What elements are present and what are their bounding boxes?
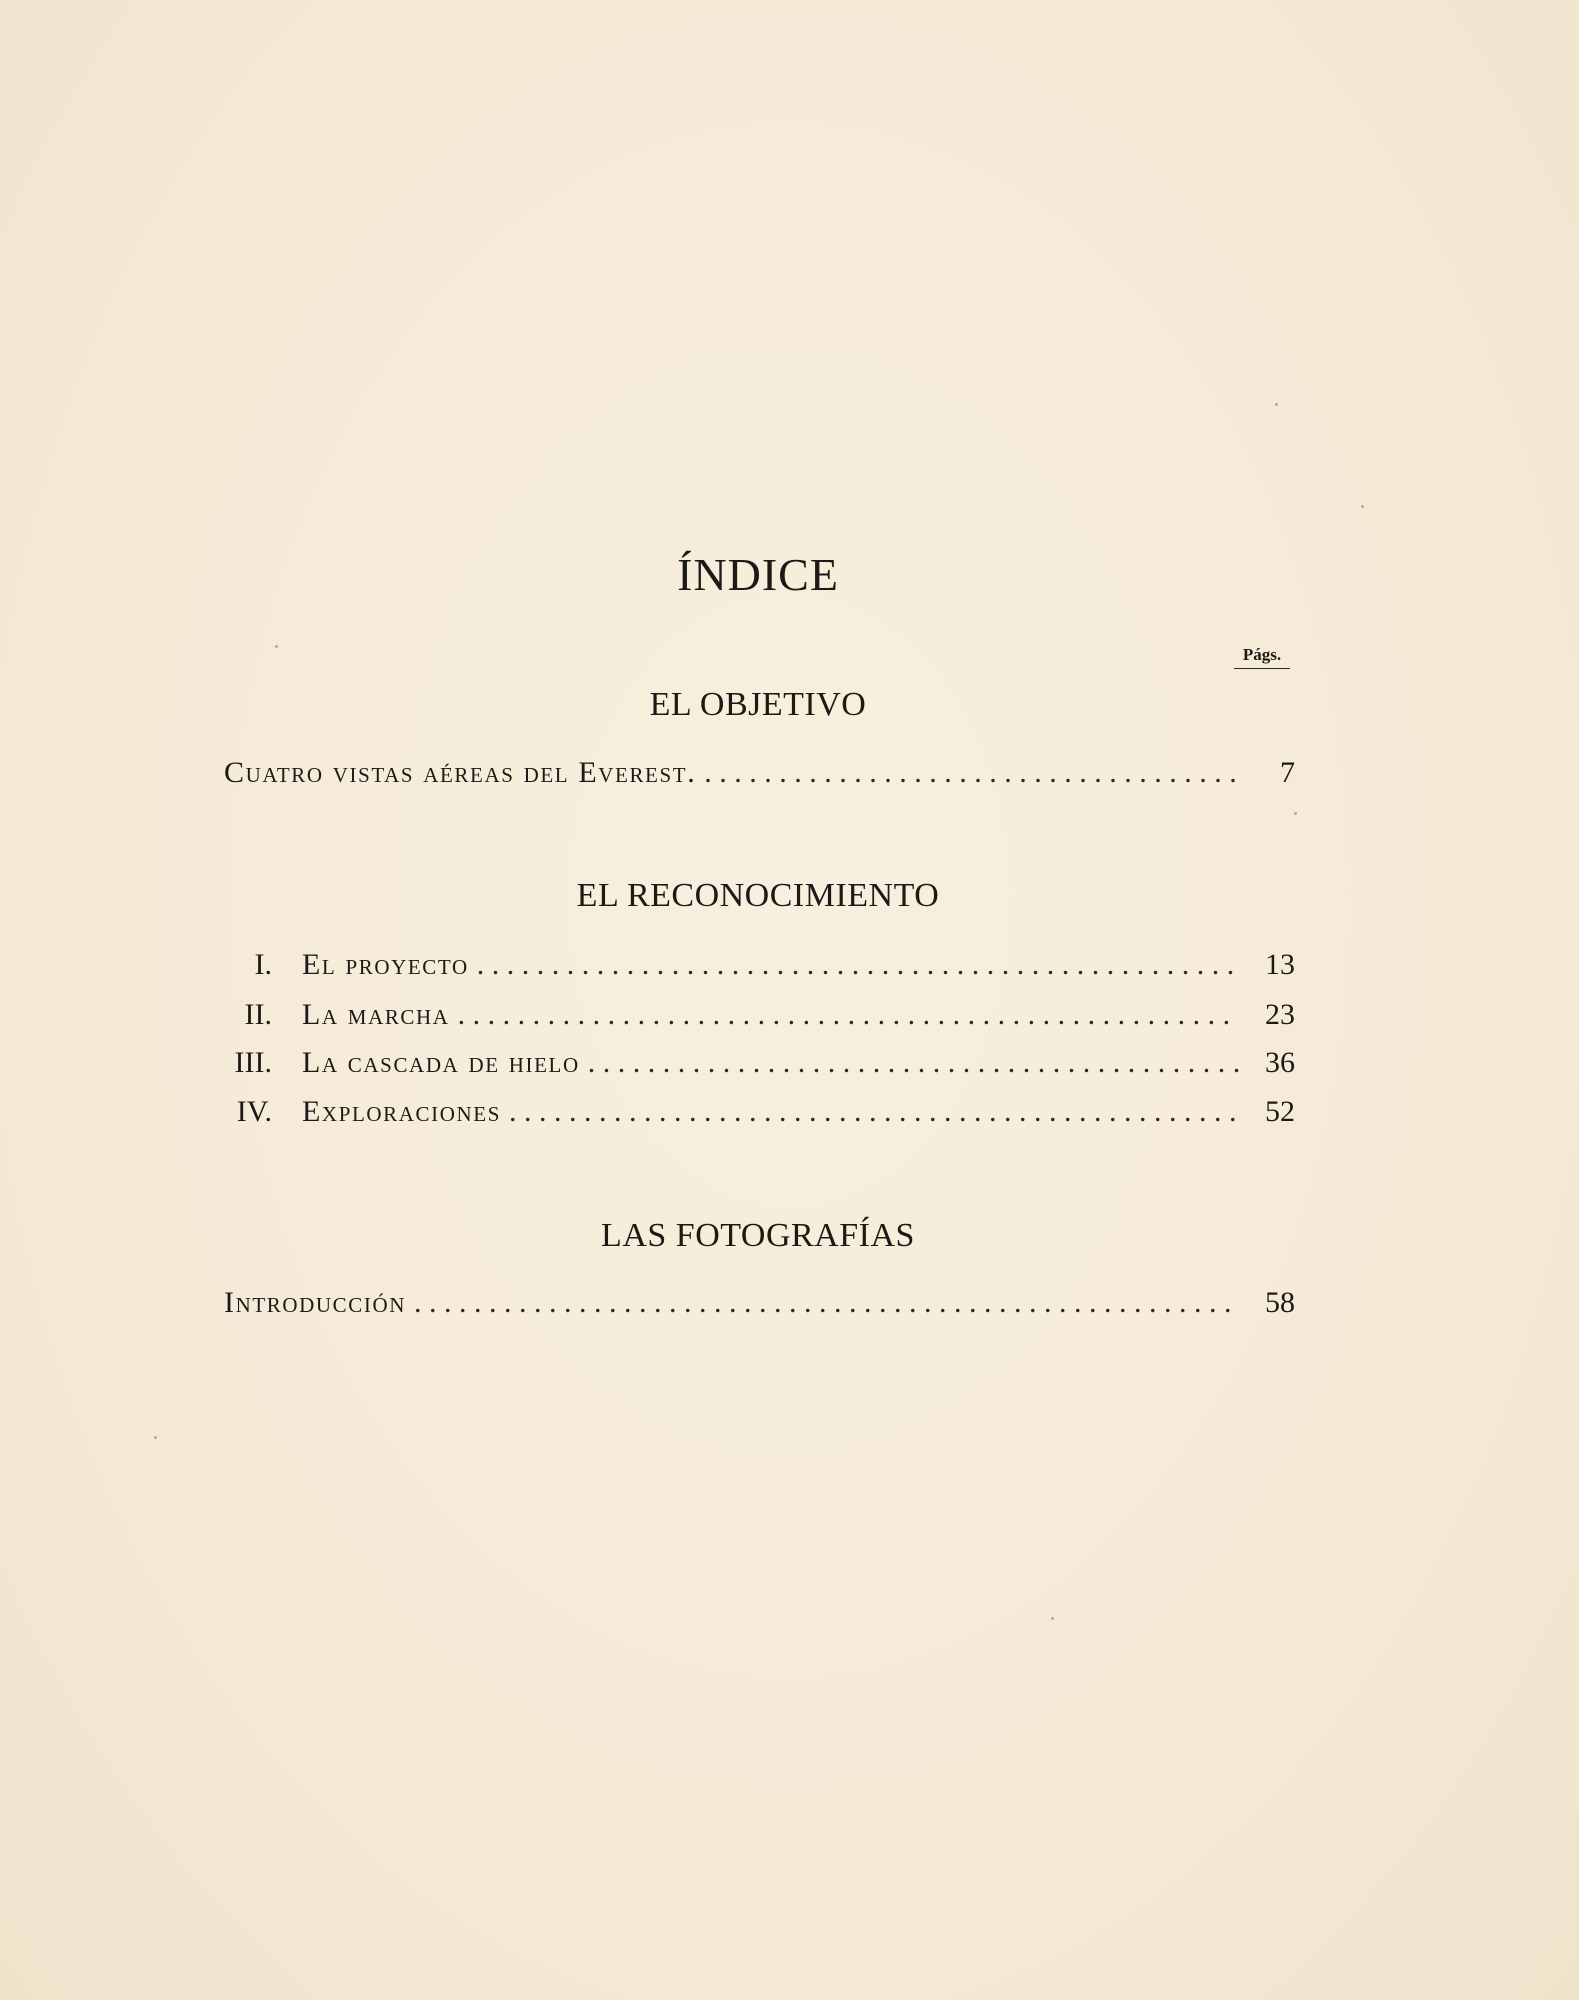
chapter-number: I.: [254, 948, 272, 981]
toc-entry-page: 36: [1265, 1046, 1295, 1079]
toc-entry[interactable]: [224, 1286, 1295, 1326]
toc-entry-title: La marcha: [302, 998, 450, 1031]
dot-leader: [509, 1095, 1239, 1129]
paper-speck: [275, 645, 278, 648]
paper-speck: [1051, 1617, 1054, 1620]
chapter-number: IV.: [236, 1095, 272, 1128]
toc-entry[interactable]: [224, 756, 1295, 796]
toc-entry-title: Introducción: [224, 1286, 407, 1319]
dot-leader: [477, 948, 1239, 982]
toc-entry-page: 13: [1265, 948, 1295, 981]
dot-leader: [458, 998, 1239, 1032]
paper-speck: [1275, 403, 1278, 406]
dot-leader: [588, 1046, 1239, 1080]
section-heading-el-reconocimiento: EL RECONOCIMIENTO: [576, 877, 940, 914]
dot-leader: [704, 756, 1239, 790]
pages-column-label: Págs.: [1234, 645, 1290, 669]
toc-entry[interactable]: [224, 1095, 1295, 1135]
paper-speck: [1294, 812, 1297, 815]
toc-entry-page: 58: [1265, 1286, 1295, 1319]
section-heading-el-objetivo: EL OBJETIVO: [649, 686, 867, 723]
toc-entry[interactable]: [224, 1046, 1295, 1086]
paper-speck: [154, 1436, 157, 1439]
toc-entry[interactable]: [224, 998, 1295, 1038]
page-title: ÍNDICE: [677, 549, 839, 600]
toc-entry-page: 52: [1265, 1095, 1295, 1128]
toc-entry-title: Exploraciones: [302, 1095, 501, 1128]
dot-leader: [414, 1286, 1239, 1320]
toc-entry-page: 7: [1280, 756, 1295, 789]
toc-entry-page: 23: [1265, 998, 1295, 1031]
toc-entry-title: Cuatro vistas aéreas del Everest.: [224, 756, 697, 789]
toc-entry[interactable]: [224, 948, 1295, 988]
toc-entry-title: El proyecto: [302, 948, 469, 981]
section-heading-las-fotografias: LAS FOTOGRAFÍAS: [601, 1217, 915, 1254]
paper-speck: [1361, 505, 1364, 508]
chapter-number: III.: [234, 1046, 272, 1079]
toc-entry-title: La cascada de hielo: [302, 1046, 580, 1079]
chapter-number: II.: [244, 998, 272, 1031]
